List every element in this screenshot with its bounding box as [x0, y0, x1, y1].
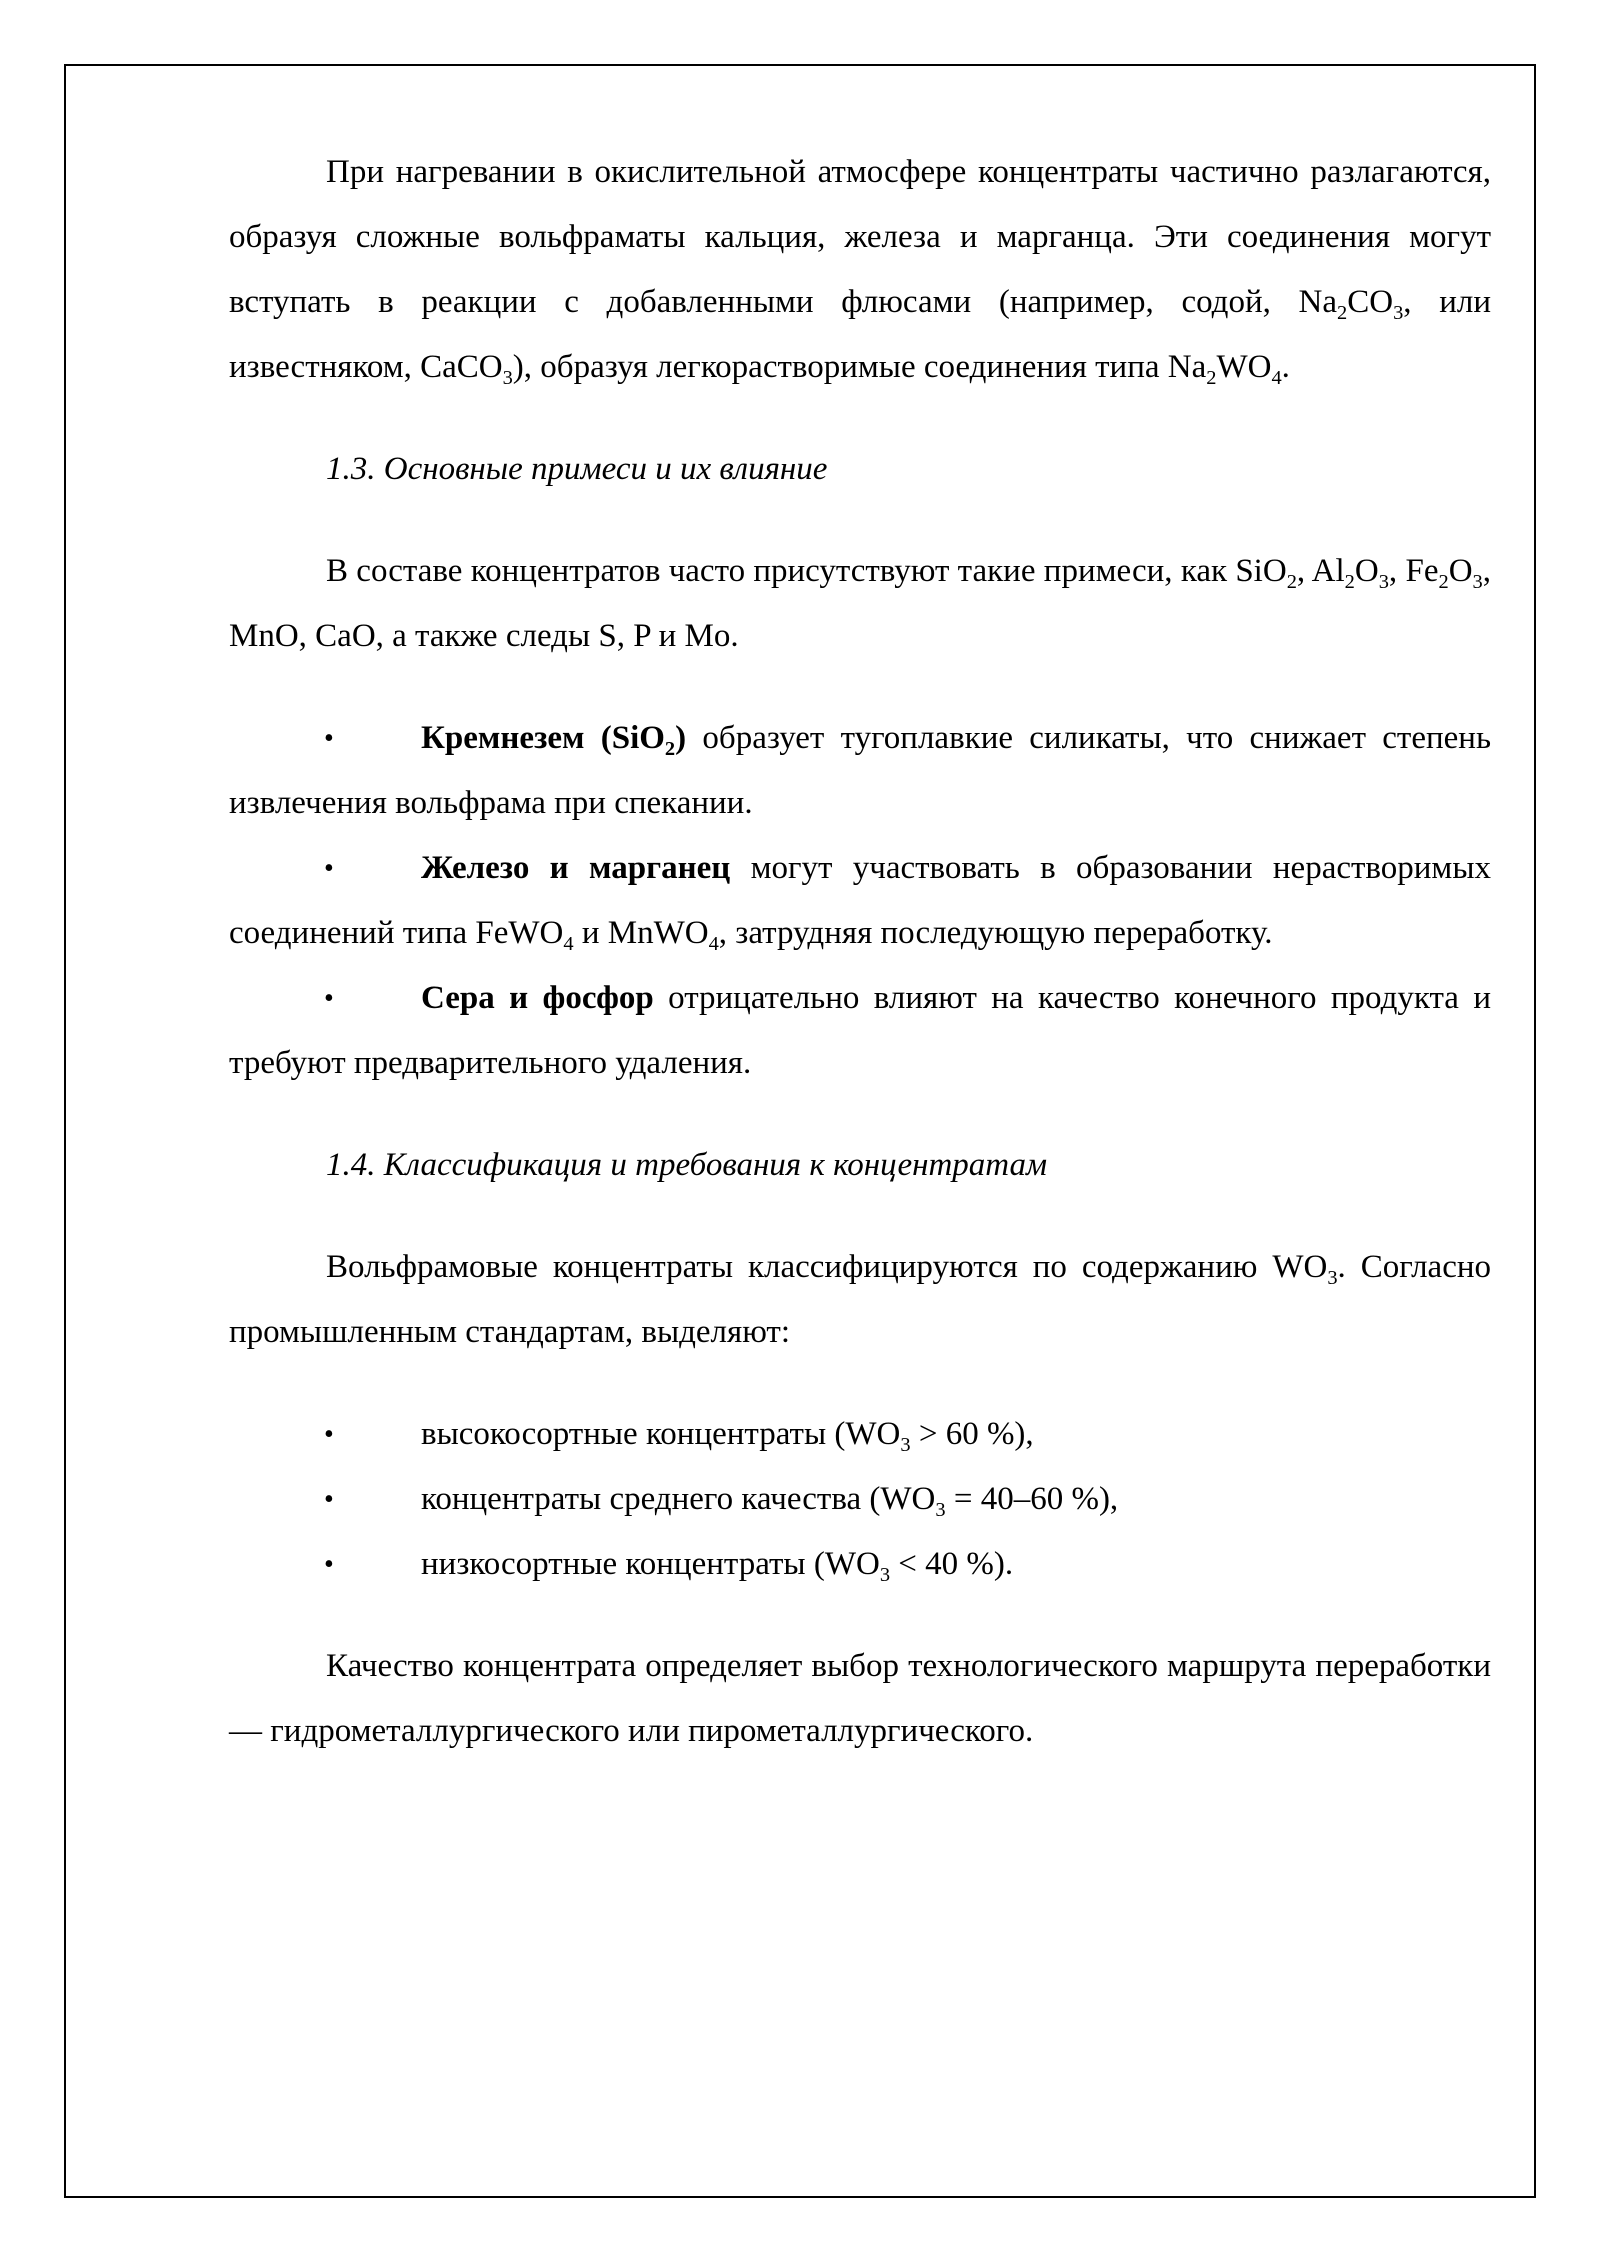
paragraph-heating [229, 140, 1491, 400]
text-run: WO [1216, 349, 1272, 385]
subscript: 2 [1337, 302, 1348, 325]
bullet-icon: • [324, 1549, 334, 1580]
text-run: O [1448, 553, 1473, 589]
bullet-icon: • [324, 983, 334, 1014]
list-item-grade-high [229, 1402, 1491, 1467]
paragraph-classification [229, 1235, 1491, 1365]
subscript: 4 [708, 933, 719, 956]
text-run: , MnO, CaO, а также следы S, P и Mo. [229, 553, 1491, 654]
text-run: , или известняком, CaCO [229, 284, 1491, 385]
document-body [229, 140, 1491, 1764]
list-item-grade-low [229, 1532, 1491, 1597]
text-run: и MnWO [573, 915, 709, 951]
section-heading-1-4: 1.4. Классификация и требования к концентратам [326, 1147, 1048, 1183]
text-run: < 40 %). [890, 1546, 1014, 1582]
subscript: 4 [1271, 367, 1282, 390]
text-run: В составе концентратов часто присутствуют такие примеси, как SiO [326, 553, 1287, 589]
bullet-icon: • [324, 1419, 334, 1450]
section-heading-1-3: 1.3. Основные примеси и их влияние [326, 451, 828, 487]
subscript: 3 [1378, 571, 1389, 594]
text-run: низкосортные концентраты (WO [421, 1546, 880, 1582]
bullet-icon: • [324, 723, 334, 754]
text-run: . Согласно промышленным стандартам, выделяют: [229, 1249, 1491, 1350]
text-run: , Al [1296, 553, 1345, 589]
text-run: Вольфрамовые концентраты классифицируются по содержанию WO [326, 1249, 1328, 1285]
text-run: отрицательно влияют на качество конечного продукта и требуют предварительного удаления. [229, 980, 1491, 1081]
list-item-silica [229, 706, 1491, 836]
subscript: 2 [1286, 571, 1297, 594]
subscript: 3 [502, 367, 513, 390]
bullet-icon: • [324, 1484, 334, 1515]
text-run: ), образуя легкорастворимые соединения типа Na [512, 349, 1207, 385]
list-item-iron-manganese [229, 836, 1491, 966]
text-run: , Fe [1388, 553, 1439, 589]
text-run: могут участвовать в образовании нерастворимых соединений типа FeWO [229, 850, 1491, 951]
text-run: > 60 %), [910, 1416, 1034, 1452]
text-run: = 40–60 %), [945, 1481, 1119, 1517]
list-item-grade-medium [229, 1467, 1491, 1532]
text-run: высокосортные концентраты (WO [421, 1416, 901, 1452]
text-run: При нагревании в окислительной атмосфере концентраты частично разлагаются, образуя сложные вольфраматы кальция, железа и марганца. Эти соединения могут вступать в реакции с добавленными флюсами (например, содой, Na [229, 154, 1491, 320]
subscript: 3 [900, 1434, 911, 1457]
subscript: 2 [1438, 571, 1449, 594]
text-run: , затрудняя последующую переработку. [718, 915, 1273, 951]
text-run: концентраты среднего качества (WO [421, 1481, 936, 1517]
text-run: образует тугоплавкие силикаты, что снижает степень извлечения вольфрама при спекании. [229, 720, 1491, 821]
subscript: 3 [1393, 302, 1404, 325]
list-item-sulfur-phosphorus [229, 966, 1491, 1096]
subscript: 3 [1327, 1267, 1338, 1290]
text-run: O [1354, 553, 1379, 589]
subscript: 2 [1344, 571, 1355, 594]
subscript: 2 [1206, 367, 1217, 390]
text-run: CO [1347, 284, 1394, 320]
subscript: 3 [1472, 571, 1483, 594]
subscript: 3 [935, 1499, 946, 1522]
subscript: 3 [879, 1564, 891, 1587]
bullet-icon: • [324, 853, 334, 884]
paragraph-route: Качество концентрата определяет выбор технологического маршрута переработки — гидрометаллургического или пирометаллургического. [229, 1648, 1491, 1749]
bold-term: Кремнезем (SiO$_2$) [421, 720, 687, 761]
paragraph-impurities [229, 539, 1491, 669]
subscript: 4 [563, 933, 574, 956]
bold-term: Железо и марганец [421, 850, 731, 886]
bold-term: Сера и фосфор [421, 980, 654, 1016]
text-run: . [1281, 349, 1290, 385]
